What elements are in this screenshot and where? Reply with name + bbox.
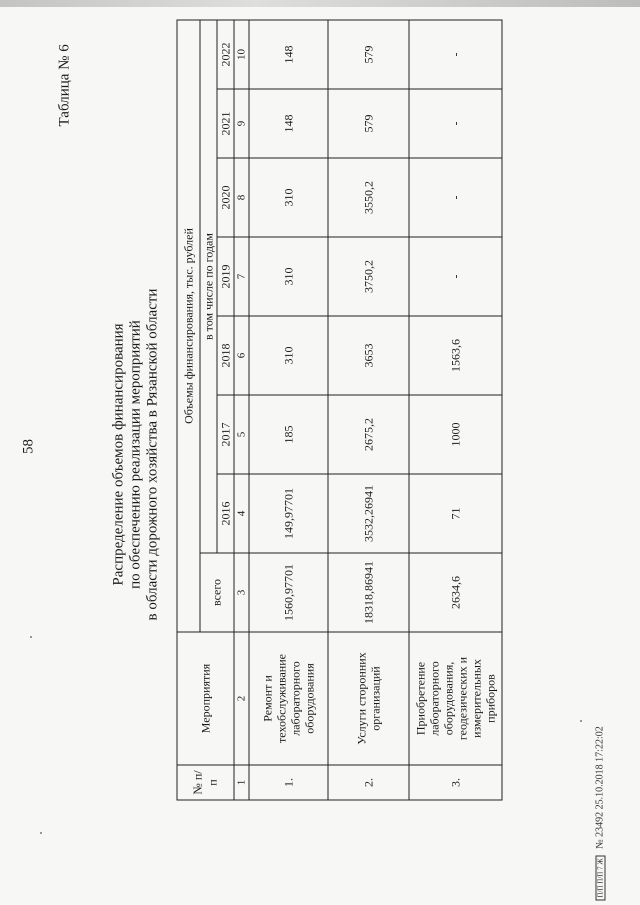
column-number: 9	[234, 89, 249, 158]
table-row	[249, 20, 328, 800]
document-title	[110, 205, 161, 705]
column-number: 6	[234, 316, 249, 395]
column-number: 5	[234, 395, 249, 474]
row-total: 1560,97701	[249, 553, 328, 632]
row-value: 3653	[328, 316, 409, 395]
row-value: -	[409, 20, 502, 89]
row-number: 2.	[328, 765, 409, 800]
row-value: 310	[249, 237, 328, 316]
header-year: 2022	[217, 20, 234, 89]
row-measure: Ремонт и техобслуживание лабораторного оборудования	[249, 632, 328, 765]
page-number: 58	[20, 439, 36, 454]
row-value: -	[409, 158, 502, 237]
row-value: 2675,2	[328, 395, 409, 474]
row-value: -	[409, 237, 502, 316]
header-year: 2019	[217, 237, 234, 316]
table-row	[328, 20, 409, 800]
header-year: 2018	[217, 316, 234, 395]
row-number: 1.	[249, 765, 328, 800]
title-line: Распределение объемов финансирования	[110, 323, 126, 586]
row-value: 3532,26941	[328, 474, 409, 553]
header-measures: Мероприятия	[177, 632, 234, 765]
row-value: 148	[249, 89, 328, 158]
column-number: 10	[234, 20, 249, 89]
row-total: 18318,86941	[328, 553, 409, 632]
column-number: 8	[234, 158, 249, 237]
header-year: 2020	[217, 158, 234, 237]
row-value: 310	[249, 158, 328, 237]
header-by-years: в том числе по годам	[200, 20, 217, 553]
row-value: 310	[249, 316, 328, 395]
header-year: 2021	[217, 89, 234, 158]
row-value: 1563,6	[409, 316, 502, 395]
row-measure: Приобретение лабораторного оборудования, геодезических и измерительных приборов	[409, 632, 502, 765]
row-total: 2634,6	[409, 553, 502, 632]
row-value: 1000	[409, 395, 502, 474]
row-number: 3.	[409, 765, 502, 800]
header-total: всего	[200, 553, 234, 632]
row-value: 3550,2	[328, 158, 409, 237]
row-value: 579	[328, 20, 409, 89]
title-line: в области дорожного хозяйства в Рязанской области	[144, 288, 160, 621]
row-value: 149,97701	[249, 474, 328, 553]
column-number: 2	[234, 632, 249, 765]
row-value: 71	[409, 474, 502, 553]
table-row	[409, 20, 502, 800]
row-value: 185	[249, 395, 328, 474]
registration-stamp	[594, 726, 605, 900]
registration-number: № 23492 25.10.2018 17:22:02	[594, 726, 605, 849]
title-line: по обеспечению реализации мероприятий	[127, 320, 143, 589]
header-year: 2016	[217, 474, 234, 553]
column-number: 3	[234, 553, 249, 632]
column-number: 1	[234, 765, 249, 800]
row-value: 579	[328, 89, 409, 158]
column-number: 4	[234, 474, 249, 553]
stamp-box: П/П П/П 7 Ж	[595, 855, 605, 900]
row-value: 148	[249, 20, 328, 89]
header-no: № п/п	[177, 765, 234, 800]
table-label: Таблица № 6	[56, 44, 72, 127]
row-value: 3750,2	[328, 237, 409, 316]
column-number: 7	[234, 237, 249, 316]
row-value: -	[409, 89, 502, 158]
row-measure: Услуги сторонних организаций	[328, 632, 409, 765]
header-year: 2017	[217, 395, 234, 474]
funding-table	[176, 20, 502, 801]
header-funding: Объемы финансирования, тыс. рублей	[177, 20, 200, 632]
